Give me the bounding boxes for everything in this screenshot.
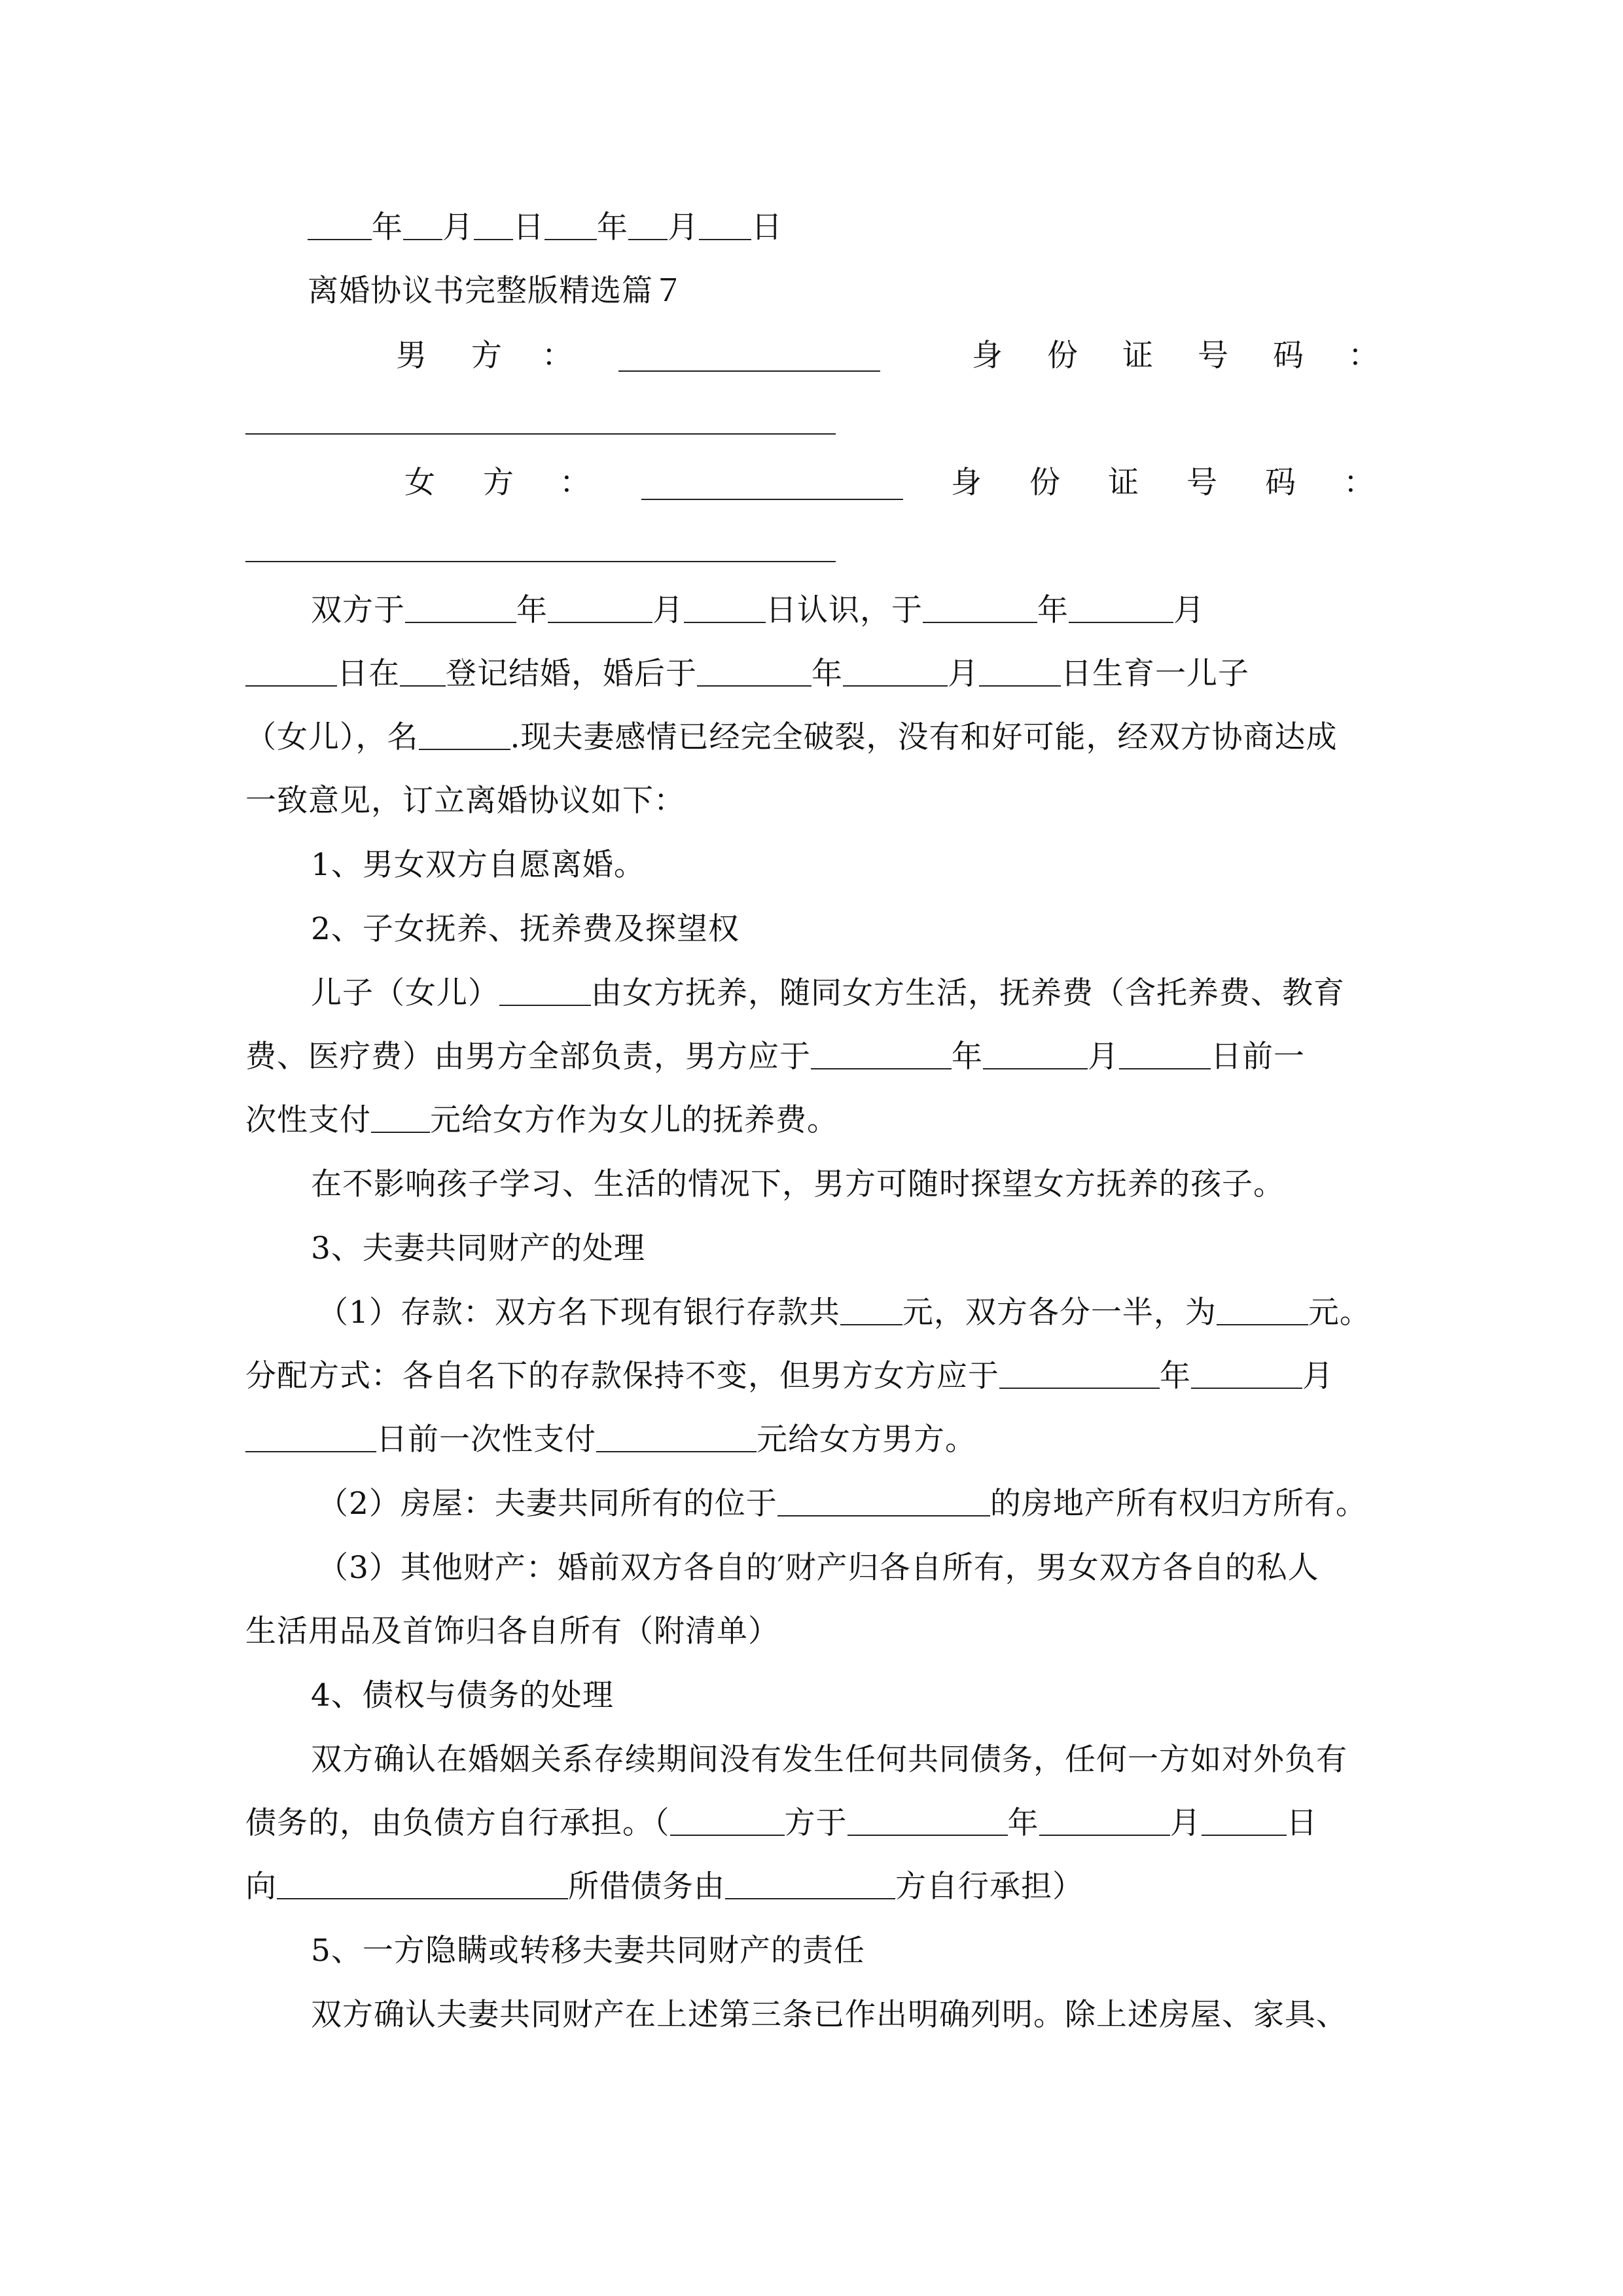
id-char: 身 xyxy=(972,338,1003,374)
id-char: 码 xyxy=(1273,338,1304,374)
id-char: 份 xyxy=(1047,338,1078,374)
item-4-line-2: 债务的，由负债方自行承担。（ 方于 年 月 日 xyxy=(245,1805,1318,1841)
day-label: 日 xyxy=(513,209,544,245)
item-2-visit: 在不影响孩子学习、生活的情况下，男方可随时探望女方抚养的孩子。 xyxy=(311,1166,1285,1202)
item-3-2: （2）房屋：夫妻共同所有的位于 的房地产所有权归方所有。 xyxy=(317,1486,1367,1522)
item-3-3-line-2: 生活用品及首饰归各自所有（附清单） xyxy=(245,1613,779,1649)
intro-line-3: （女儿），名 .现夫妻感情已经完全破裂，没有和好可能，经双方协商达成 xyxy=(245,719,1338,755)
id-char: 码 xyxy=(1265,465,1296,501)
female-char: 方 xyxy=(483,465,514,501)
item-2-line-1: 儿子（女儿） 由女方抚养，随同女方生活，抚养费（含托养费、教育 xyxy=(311,975,1345,1011)
intro-line-4: 一致意见，订立离婚协议如下： xyxy=(245,783,685,819)
section-title: 离婚协议书完整版精选篇７ xyxy=(308,273,685,309)
male-char: 方 xyxy=(471,338,502,374)
item-3-1-line-2: 分配方式：各自名下的存款保持不变，但男方女方应于 年 月 xyxy=(245,1358,1334,1394)
male-id-blank xyxy=(245,433,836,435)
item-3-1-line-1: （1）存款：双方名下现有银行存款共 元，双方各分一半，为 元。 xyxy=(317,1295,1371,1331)
female-char: ： xyxy=(560,465,590,501)
date-line xyxy=(308,208,783,247)
item-2-line-3: 次性支付 元给女方作为女儿的抚养费。 xyxy=(245,1102,838,1138)
item-3-3-line-1: （3）其他财产：婚前双方各自的′财产归各自所有，男女双方各自的私人 xyxy=(317,1550,1319,1586)
id-char: 号 xyxy=(1186,465,1217,501)
id-char: 证 xyxy=(1122,338,1153,374)
id-char: ： xyxy=(1348,338,1379,374)
item-4-heading: 4、债权与债务的处理 xyxy=(311,1677,614,1713)
male-char: 男 xyxy=(396,338,427,374)
month-label: 月 xyxy=(668,209,699,245)
item-2-heading: 2、子女抚养、抚养费及探望权 xyxy=(311,911,740,947)
day-label: 日 xyxy=(751,209,783,245)
item-5-heading: 5、一方隐瞒或转移夫妻共同财产的责任 xyxy=(311,1933,865,1969)
female-id-blank xyxy=(245,561,836,562)
item-1: 1、男女双方自愿离婚。 xyxy=(311,847,645,883)
month-label: 月 xyxy=(442,209,474,245)
item-4-line-3: 向 所借债务由 方自行承担） xyxy=(245,1869,1084,1905)
id-char: 身 xyxy=(951,465,982,501)
item-4-line-1: 双方确认在婚姻关系存续期间没有发生任何共同债务，任何一方如对外负有 xyxy=(311,1742,1347,1778)
item-3-heading: 3、夫妻共同财产的处理 xyxy=(311,1230,645,1266)
item-2-line-2: 费、医疗费）由男方全部负责，男方应于 年 月 日前一 xyxy=(245,1039,1305,1075)
id-char: ： xyxy=(1344,465,1374,501)
female-name-blank xyxy=(641,499,903,500)
item-5-line-1: 双方确认夫妻共同财产在上述第三条已作出明确列明。除上述房屋、家具、 xyxy=(311,1997,1347,2033)
male-name-blank xyxy=(618,370,880,372)
female-char: 女 xyxy=(404,465,435,501)
intro-line-2: 日在 登记结婚，婚后于 年 月 日生育一儿子 xyxy=(245,655,1249,694)
year-label: 年 xyxy=(597,209,628,245)
intro-line-1: 双方于 年 月 日认识，于 年 月 xyxy=(311,592,1205,628)
id-char: 证 xyxy=(1108,465,1139,501)
male-char: ： xyxy=(542,338,573,374)
item-3-1-line-3: 日前一次性支付 元给女方男方。 xyxy=(245,1420,976,1460)
year-label: 年 xyxy=(372,209,403,245)
id-char: 份 xyxy=(1029,465,1060,501)
id-char: 号 xyxy=(1198,338,1228,374)
